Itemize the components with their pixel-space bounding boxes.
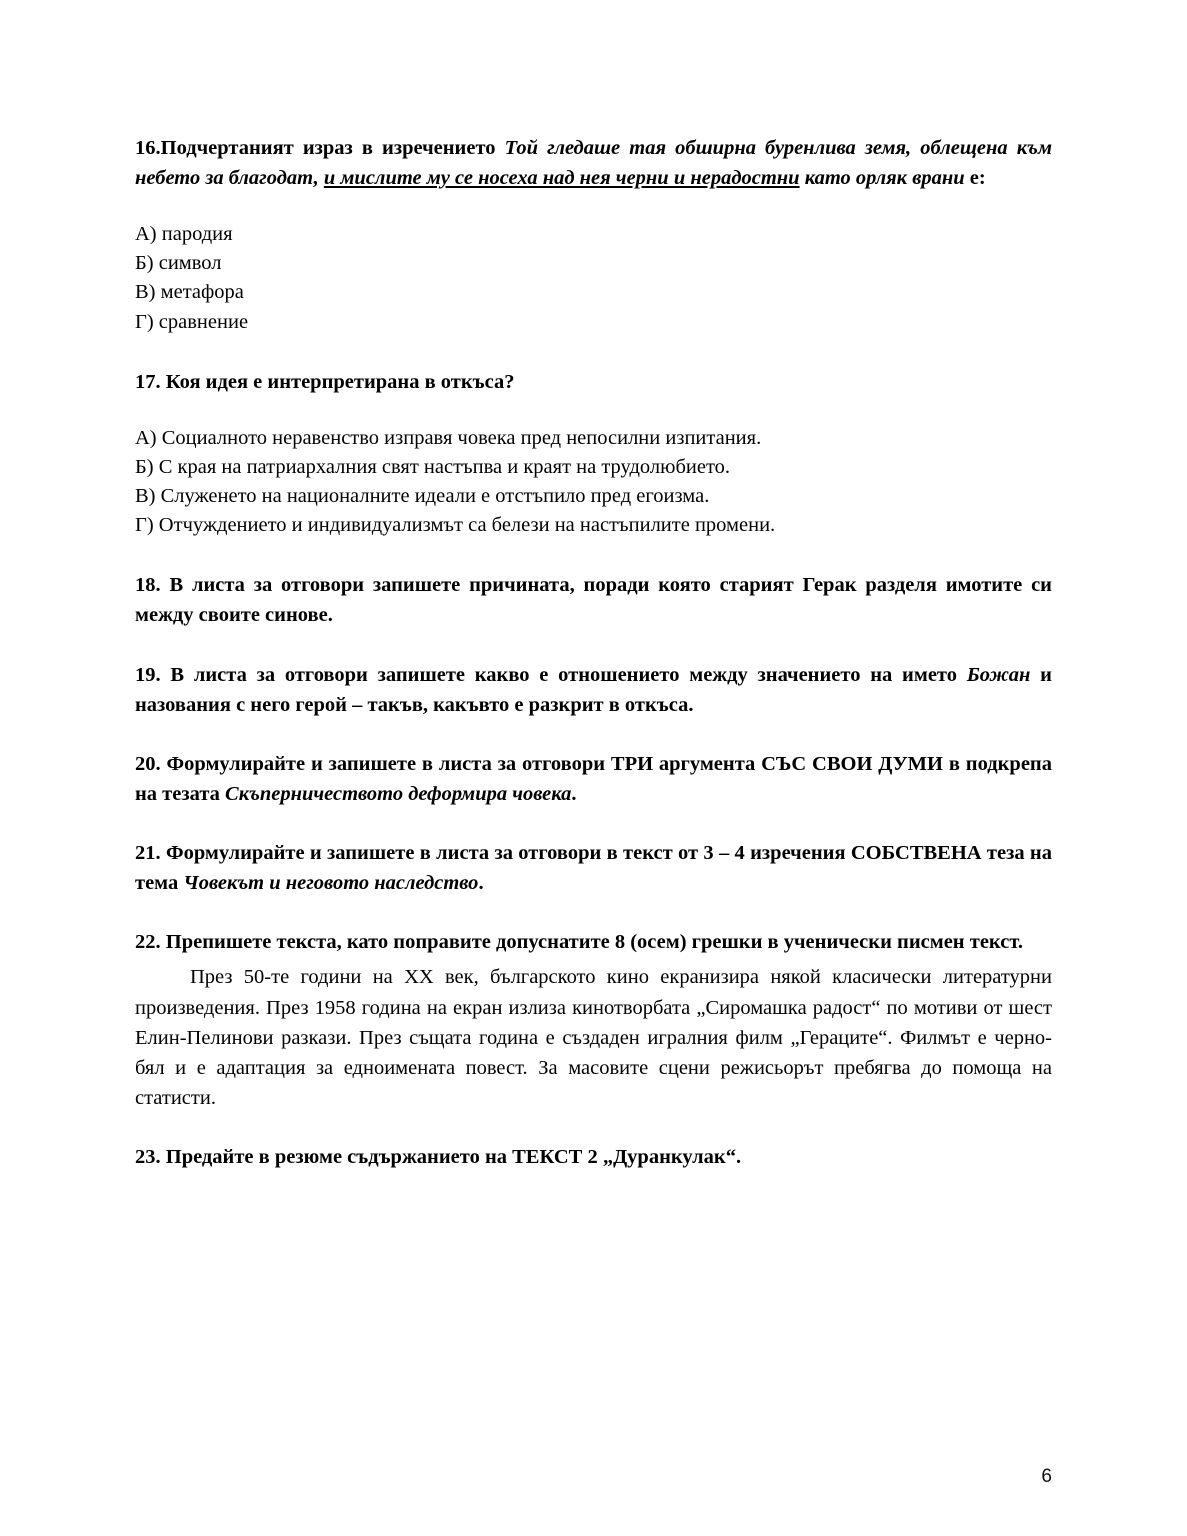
question-16-stem-text-a: Подчертаният израз в изречението: [160, 137, 505, 159]
question-21-stem-text-b: .: [478, 872, 484, 895]
question-22-stem: 22. Препишете текста, като поправите допуснатите 8 (осем) грешки в ученически писмен текст.: [135, 931, 1023, 954]
spacer: [135, 631, 1052, 660]
spacer: [135, 720, 1052, 749]
question-19-stem-text-a: 19. В листа за отговори запишете какво е отношението между значението на името: [135, 663, 967, 686]
question-17-option-g[interactable]: Г) Отчуждението и индивидуализмът са белези на настъпилите промени.: [135, 514, 776, 537]
question-17-option-v[interactable]: В) Служенето на националните идеали е отстъпило пред егоизма.: [135, 485, 710, 508]
spacer: [135, 540, 1052, 570]
question-16-stem: [135, 133, 1058, 193]
question-16-options: [135, 220, 1052, 336]
question-17-option-a[interactable]: А) Социалното неравенство изправя човека пред непосилни изпитания.: [135, 426, 762, 449]
spacer: [135, 337, 1052, 367]
question-19-name-italic: Божан: [966, 663, 1031, 686]
question-16-stem-text-b: е:: [964, 167, 986, 190]
question-20-stem-text-a: 20. Формулирайте и запишете в листа за отговори ТРИ аргумента СЪС СВОИ ДУМИ в подкрепа на тезата: [135, 752, 1058, 805]
question-19-stem-text-b: и назования с него герой – такъв, какъвто е разкрит в откъса.: [135, 663, 1058, 716]
spacer: [135, 193, 1052, 220]
question-16-option-v[interactable]: В) метафора: [135, 281, 244, 304]
page-content: [135, 133, 1058, 1172]
question-16-quote-part-1: Той гледаше тая обширна буренлива земя, облещена към небето за благодат,: [135, 137, 1058, 190]
spacer: [135, 809, 1052, 838]
question-19-stem: [135, 660, 1058, 720]
question-21-topic-italic: Човекът и неговото наследство: [183, 872, 479, 895]
question-20-thesis-italic: Скъперничеството деформира човека: [225, 782, 572, 805]
question-16-option-g[interactable]: Г) сравнение: [135, 310, 249, 333]
question-17-stem: 17. Коя идея е интерпретирана в откъса?: [135, 370, 515, 393]
question-21-stem-text-a: 21. Формулирайте и запишете в листа за отговори в текст от 3 – 4 изречения СОБСТВЕНА теза на тема: [135, 842, 1058, 895]
spacer: [135, 898, 1052, 927]
question-20-stem: [135, 749, 1058, 809]
question-22-body-text: През 50-те години на ХХ век, българското кино екранизира някой класически литературни произведения. През 1958 година на екран излиза кинотворбата „Сиромашка радост“ по мотиви от шест Елин-Пелинови разкази. През същата година е създаден игралния филм „Гераците“. Филмът е черно-бял и е адаптация за едноимената повест. За масовите сцени режисьорът пребягва до помоща на статисти.: [135, 966, 1052, 1109]
spacer: [135, 1113, 1052, 1142]
question-16-quote-part-2: като орляк врани: [799, 167, 965, 190]
page-number: 6: [1041, 1466, 1052, 1487]
question-17-options: [135, 424, 1052, 540]
question-16-option-a[interactable]: А) пародия: [135, 223, 233, 246]
question-21-stem: [135, 838, 1058, 898]
question-20-stem-text-b: .: [571, 782, 577, 805]
question-23-stem: 23. Предайте в резюме съдържанието на ТЕКСТ 2 „Дуранкулак“.: [135, 1146, 742, 1168]
question-16-quote-underlined: и мислите му се носеха над нея черни и нерадостни: [323, 167, 800, 190]
question-16-number: 16.: [135, 137, 161, 159]
question-18-stem: 18. В листа за отговори запишете причината, поради която старият Герак разделя имотите си между своите синове.: [135, 574, 1052, 627]
spacer: [135, 397, 1052, 424]
question-16-option-b[interactable]: Б) символ: [135, 252, 222, 275]
question-17-option-b[interactable]: Б) С края на патриархалния свят настъпва и краят на трудолюбието.: [135, 455, 731, 478]
